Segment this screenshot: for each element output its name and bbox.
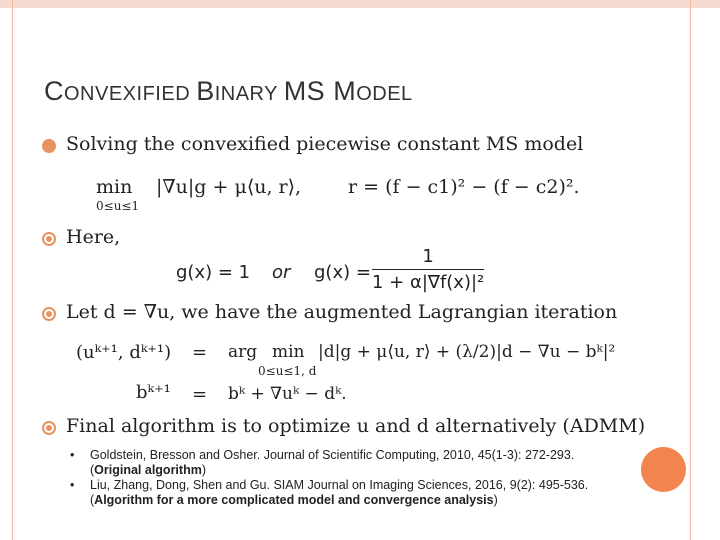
top-border <box>0 0 720 8</box>
equation-3-lhs: (uᵏ⁺¹, dᵏ⁺¹) <box>76 342 172 363</box>
left-border-line <box>12 0 13 540</box>
right-border-line <box>690 0 691 540</box>
equation-3-subscript: 0≤u≤1, d <box>258 364 317 378</box>
equation-3-eq: = <box>192 342 208 363</box>
equation-1-r: r = (f − c1)² − (f − c2)². <box>348 176 580 198</box>
equation-4-rhs: bᵏ + ∇uᵏ − dᵏ. <box>228 384 347 404</box>
equation-2-g2: g(x) = <box>314 262 371 283</box>
bullet-icon <box>42 307 56 321</box>
bullet-text-1: Solving the convexified piecewise constant MS model <box>66 133 584 155</box>
bullet-text-2: Here, <box>66 226 121 248</box>
references-list <box>70 448 610 508</box>
equation-1: min <box>96 176 133 198</box>
reference-item: • Liu, Zhang, Dong, Shen and Gu. SIAM Journal on Imaging Sciences, 2016, 9(2): 495-536. (Algorithm for a more complicated model and convergence analysis) <box>70 478 589 507</box>
equation-4-eq: = <box>192 384 208 405</box>
equation-2-fraction: $\frac{1}{\text{1 + α|∇f(x)|²}}$ <box>372 246 485 293</box>
equation-4-lhs: bᵏ⁺¹ <box>136 382 171 403</box>
bullet-text-4: Final algorithm is to optimize u and d alternatively (ADMM) <box>66 415 646 437</box>
equation-2-or: or <box>272 262 291 283</box>
bullet-icon <box>42 139 56 153</box>
equation-3-rhs: |d|g + μ⟨u, r⟩ + (λ/2)|d − ∇u − bᵏ|² <box>318 342 616 362</box>
slide-title: CONVEXIFIED BINARY MS MODEL <box>44 76 413 106</box>
equation-2-g1: g(x) = 1 <box>176 262 251 283</box>
reference-item: • Goldstein, Bresson and Osher. Journal of Scientific Computing, 2010, 45(1-3): 272-293. (Original algorithm) <box>70 448 575 477</box>
equation-3-min: min <box>272 342 305 362</box>
equation-1-body: |∇u|g + μ⟨u, r⟩, <box>156 176 302 198</box>
reference-bullet: • <box>70 478 75 492</box>
decorative-circle <box>641 447 686 492</box>
reference-bullet: • <box>70 448 75 462</box>
equation-3-arg: arg <box>228 342 258 362</box>
equation-1-subscript: 0≤u≤1 <box>96 199 140 213</box>
bullet-text-3: Let d = ∇u, we have the augmented Lagrangian iteration <box>66 301 618 323</box>
bullet-icon <box>42 232 56 246</box>
bullet-icon <box>42 421 56 435</box>
